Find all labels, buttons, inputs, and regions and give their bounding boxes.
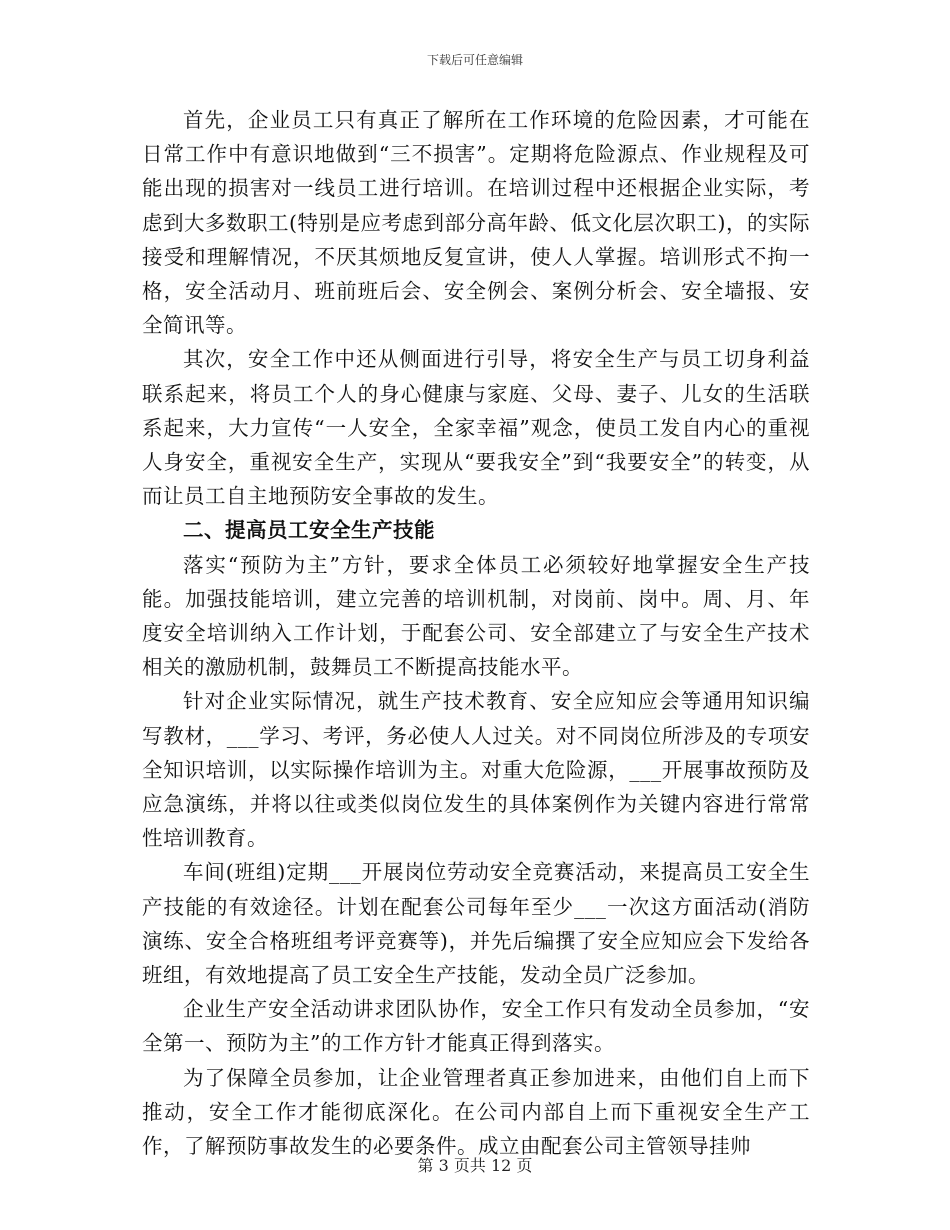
page-footer: 第 3 页共 12 页 xyxy=(417,1156,533,1175)
paragraph-5: 车间(班组)定期___开展岗位劳动安全竞赛活动，来提高员工安全生产技能的有效途径。计划在配套公司每年至少___一次这方面活动(消防演练、安全合格班组考评竞赛等)，并先后编撰了安全应知应会下发给各班组，有效地提高了员工安全生产技能，发动全员广泛参加。 xyxy=(142,860,810,988)
paragraph-4: 针对企业实际情况，就生产技术教育、安全应知应会等通用知识编写教材，___学习、考评，务必使人人过关。对不同岗位所涉及的专项安全知识培训，以实际操作培训为主。对重大危险源，___开展事故预防及应急演练，并将以往或类似岗位发生的具体案例作为关键内容进行常常性培训教育。 xyxy=(142,689,810,851)
paragraph-3: 落实“预防为主”方针，要求全体员工必须较好地掌握安全生产技能。加强技能培训，建立完善的培训机制，对岗前、岗中。周、月、年度安全培训纳入工作计划，于配套公司、安全部建立了与安全生产技术相关的激励机制，鼓舞员工不断提高技能水平。 xyxy=(142,552,810,680)
paragraph-1: 首先，企业员工只有真正了解所在工作环境的危险因素，才可能在日常工作中有意识地做到“三不损害”。定期将危险源点、作业规程及可能出现的损害对一线员工进行培训。在培训过程中还根据企业实际，考虑到大多数职工(特别是应考虑到部分高年龄、低文化层次职工)，的实际接受和理解情况，不厌其烦地反复宣讲，使人人掌握。培训形式不拘一格，安全活动月、班前班后会、安全例会、案例分析会、安全墙报、安全简讯等。 xyxy=(142,108,810,338)
page-header: 下载后可任意编辑 xyxy=(426,53,523,67)
section-heading: 二、提高员工安全生产技能 xyxy=(183,518,435,543)
paragraph-6: 企业生产安全活动讲求团队协作，安全工作只有发动全员参加，“安全第一、预防为主”的工作方针才能真正得到落实。 xyxy=(142,997,810,1056)
paragraph-7: 为了保障全员参加，让企业管理者真正参加进来，由他们自上而下推动，安全工作才能彻底深化。在公司内部自上而下重视安全生产工作，了解预防事故发生的必要条件。成立由配套公司主管领导挂帅 xyxy=(142,1065,810,1159)
document-body xyxy=(142,103,810,1163)
paragraph-2: 其次，安全工作中还从侧面进行引导，将安全生产与员工切身利益联系起来，将员工个人的身心健康与家庭、父母、妻子、儿女的生活联系起来，大力宣传“一人安全，全家幸福”观念，使员工发自内心的重视人身安全，重视安全生产，实现从“要我安全”到“我要安全”的转变，从而让员工自主地预防安全事故的发生。 xyxy=(142,347,810,509)
